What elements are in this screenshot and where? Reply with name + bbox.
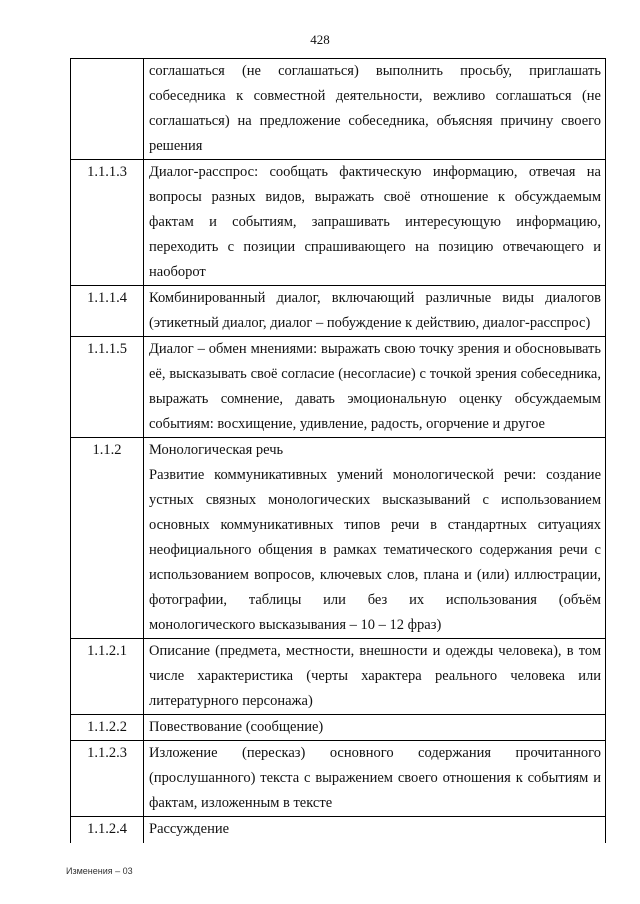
row-description xyxy=(144,639,606,715)
row-code: 1.1.1.5 xyxy=(71,337,144,438)
row-text: Диалог-расспрос: сообщать фактическую информацию, отвечая на вопросы разных видов, выражать своё отношение к обсуждаемым фактам и событиям, запрашивать интересующую информацию, переходить с позиции спрашивающего на позицию отвечающего и наоборот xyxy=(149,164,601,280)
revision-note: Изменения – 03 xyxy=(66,866,133,876)
row-code xyxy=(71,59,144,160)
row-code: 1.1.2.1 xyxy=(71,639,144,715)
row-text: Диалог – обмен мнениями: выражать свою точку зрения и обосновывать её, высказывать своё согласие (несогласие) с точкой зрения собеседника, выражать сомнение, давать эмоциональную оценку обсуждаемым событиям: восхищение, удивление, радость, огорчение и другое xyxy=(149,341,601,432)
row-text: Изложение (пересказ) основного содержания прочитанного (прослушанного) текста с выражением своего отношения к событиям и фактам, изложенным в тексте xyxy=(149,745,601,811)
row-description xyxy=(144,59,606,160)
row-text: Описание (предмета, местности, внешности и одежды человека), в том числе характеристика (черты характера реального человека или литературного персонажа) xyxy=(149,643,601,709)
row-text: Рассуждение xyxy=(149,821,230,837)
row-description xyxy=(144,286,606,337)
table-row xyxy=(71,741,606,817)
table-row xyxy=(71,160,606,286)
table-row xyxy=(71,715,606,741)
section-heading: Монологическая речь xyxy=(149,442,284,458)
table-row xyxy=(71,59,606,160)
row-description xyxy=(144,160,606,286)
row-code: 1.1.1.3 xyxy=(71,160,144,286)
row-code: 1.1.1.4 xyxy=(71,286,144,337)
table-row xyxy=(71,438,606,639)
row-description xyxy=(144,741,606,817)
row-description xyxy=(144,438,606,639)
row-code: 1.1.2.2 xyxy=(71,715,144,741)
table-row xyxy=(71,817,606,844)
curriculum-table xyxy=(70,58,606,843)
table-row xyxy=(71,639,606,715)
table-row xyxy=(71,286,606,337)
row-code: 1.1.2.3 xyxy=(71,741,144,817)
row-text: соглашаться (не соглашаться) выполнить просьбу, приглашать собеседника к совместной деятельности, вежливо соглашаться (не соглашаться) на предложение собеседника, объясняя причину своего решения xyxy=(149,63,601,154)
row-code: 1.1.2 xyxy=(71,438,144,639)
table-row xyxy=(71,337,606,438)
row-text: Комбинированный диалог, включающий различные виды диалогов (этикетный диалог, диалог – побуждение к действию, диалог-расспрос) xyxy=(149,290,601,331)
row-description xyxy=(144,337,606,438)
row-description xyxy=(144,715,606,741)
row-description xyxy=(144,817,606,844)
page-number: 428 xyxy=(310,32,330,47)
row-code: 1.1.2.4 xyxy=(71,817,144,844)
row-text: Развитие коммуникативных умений монологической речи: создание устных связных монологических высказываний с использованием основных коммуникативных типов речи в стандартных ситуациях неофициального общения в рамках тематического содержания речи с использованием вопросов, ключевых слов, плана и (или) иллюстрации, фотографии, таблицы или без их использования (объём монологического высказывания – 10 – 12 фраз) xyxy=(149,467,601,633)
row-text: Повествование (сообщение) xyxy=(149,719,324,735)
